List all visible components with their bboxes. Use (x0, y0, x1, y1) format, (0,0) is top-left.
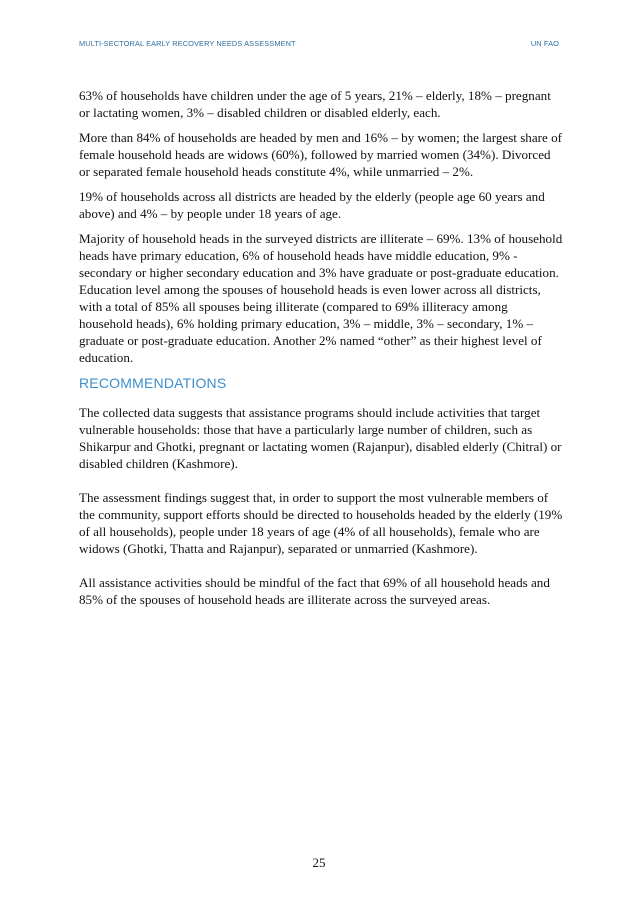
header-title: MULTI-SECTORAL EARLY RECOVERY NEEDS ASSESSMENT (79, 39, 296, 48)
recommendation-paragraph-vulnerable-members: The assessment findings suggest that, in order to support the most vulnerable members of the community, support efforts should be directed to households headed by the elderly (19% of all households), people under 18 years of age (4% of all households), female who are widows (Ghotki, Thatta and Rajanpur), separated or unmarried (Kashmore). (79, 490, 563, 556)
header-organization: UN FAO (530, 39, 559, 48)
paragraph-education-levels: Majority of household heads in the surveyed districts are illiterate – 69%. 13% of household heads have primary education, 6% of household heads have middle education, 9% - secondary or higher secondary education and 3% have graduate or post-graduate education. Education level among the spouses of household heads is even lower across all districts, with a total of 85% all spouses being illiterate (compared to 69% illiteracy among household heads), 6% holding primary education, 3% – middle, 3% – secondary, 1% – graduate or post-graduate education. Another 2% named “other” as their highest level of education. (79, 231, 563, 365)
running-header (79, 39, 559, 53)
paragraph-elderly-heads: 19% of households across all districts are headed by the elderly (people age 60 years and above) and 4% – by people under 18 years of age. (79, 189, 545, 221)
paragraph-household-composition: 63% of households have children under the age of 5 years, 21% – elderly, 18% – pregnant or lactating women, 3% – disabled children or disabled elderly, each. (79, 88, 551, 120)
section-heading-recommendations: RECOMMENDATIONS (79, 375, 227, 391)
document-body (79, 87, 563, 616)
page-number: 25 (312, 855, 326, 870)
recommendation-paragraph-illiteracy: All assistance activities should be mindful of the fact that 69% of all household heads and 85% of the spouses of household heads are illiterate across the surveyed areas. (79, 575, 550, 607)
paragraph-household-heads-gender: More than 84% of households are headed by men and 16% – by women; the largest share of female household heads are widows (60%), followed by married women (34%). Divorced or separated female household heads constitute 4%, while unmarried – 2%. (79, 130, 563, 179)
recommendation-paragraph-target-households: The collected data suggests that assistance programs should include activities that target vulnerable households: those that have a particularly large number of children, such as Shikarpur and Ghotki, pregnant or lactating women (Rajanpur), disabled elderly (Chitral) or disabled children (Kashmore). (79, 405, 562, 471)
